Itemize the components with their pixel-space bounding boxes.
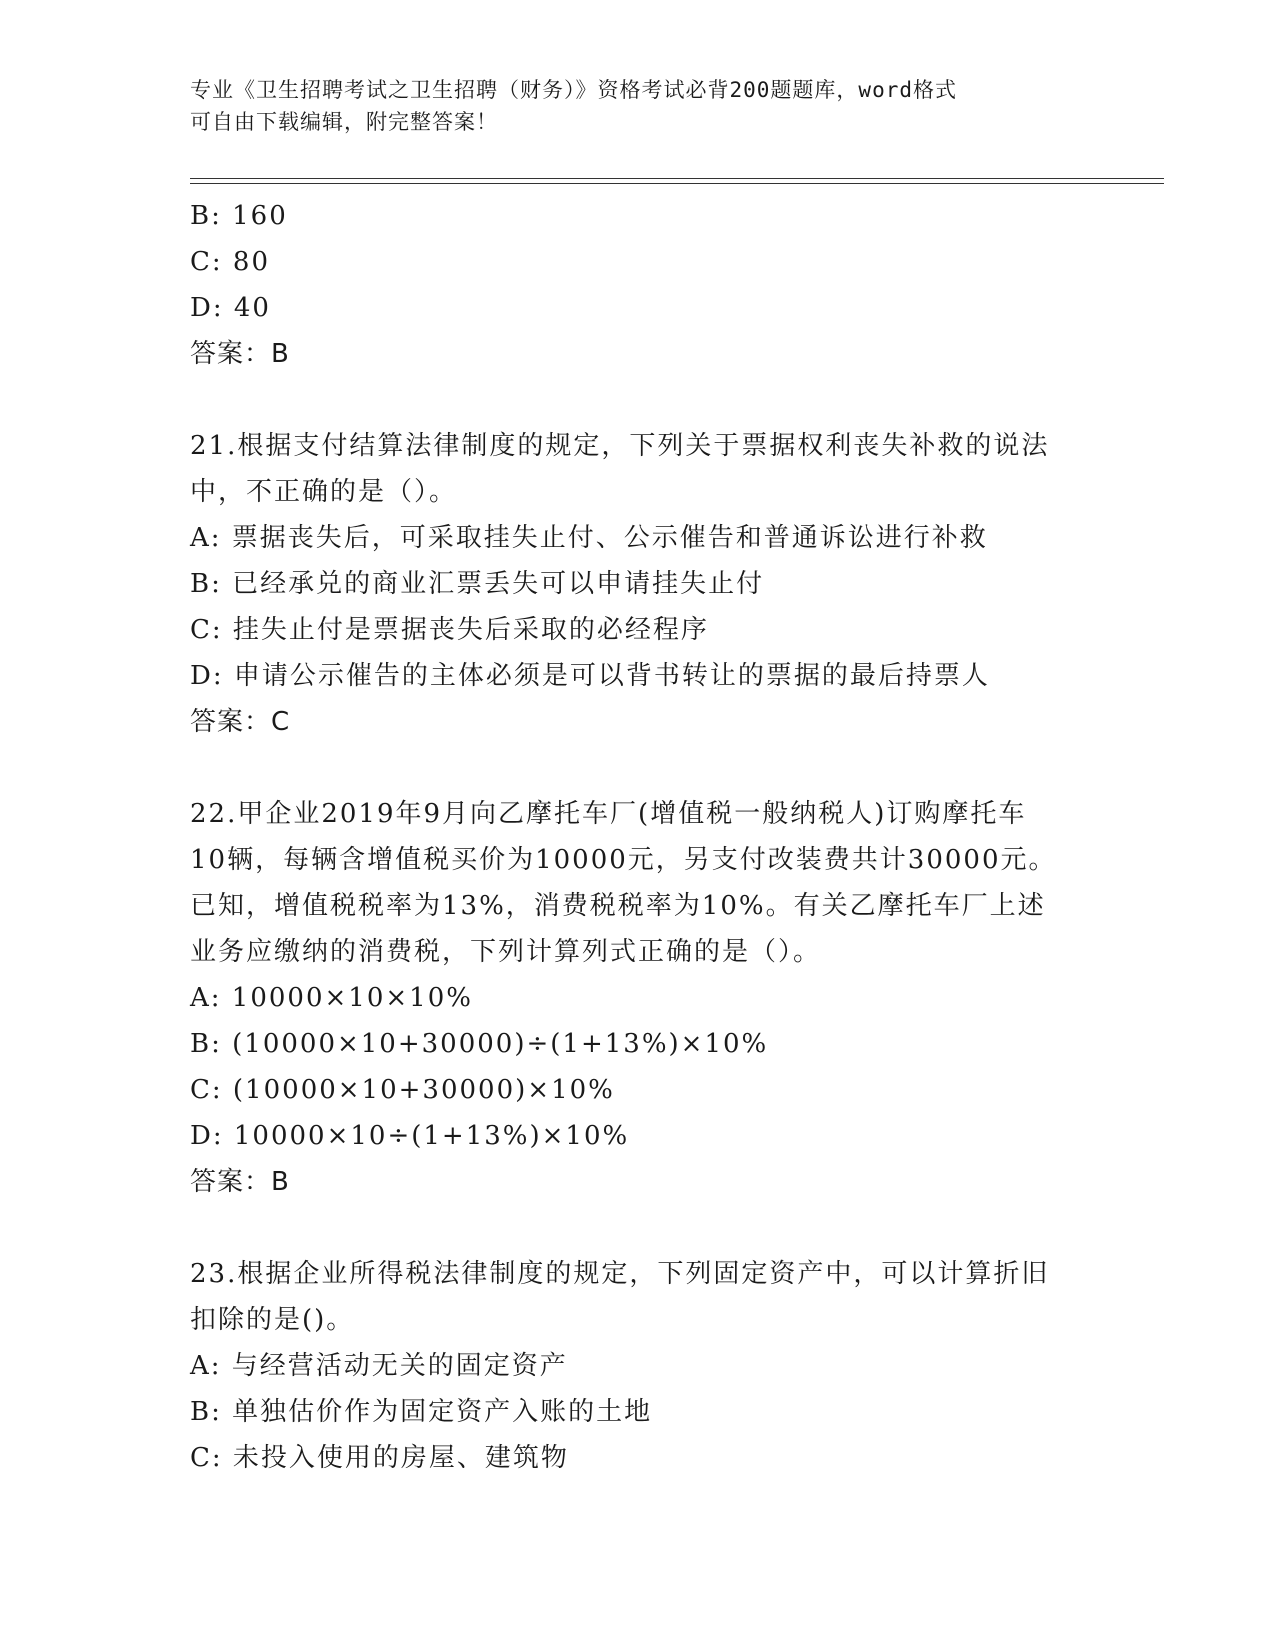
option-a: A: 与经营活动无关的固定资产 — [190, 1351, 568, 1381]
option-b: B: 已经承兑的商业汇票丢失可以申请挂失止付 — [190, 569, 765, 599]
option-d: D: 申请公示催告的主体必须是可以背书转让的票据的最后持票人 — [190, 661, 990, 691]
question-20-tail — [190, 193, 1090, 377]
option-c: C: 挂失止付是票据丧失后采取的必经程序 — [190, 615, 709, 645]
spacer — [190, 1205, 1090, 1251]
question-stem: 22.甲企业2019年9月向乙摩托车厂(增值税一般纳税人)订购摩托车 — [190, 799, 1027, 829]
answer: 答案：B — [190, 1167, 290, 1197]
question-21 — [190, 423, 1090, 745]
option-d: D: 10000×10÷(1+13%)×10% — [190, 1121, 630, 1151]
spacer — [190, 377, 1090, 423]
document-body — [190, 193, 1090, 1481]
option-b: B: (10000×10+30000)÷(1+13%)×10% — [190, 1029, 769, 1059]
header-divider-top — [190, 178, 1164, 179]
question-stem: 10辆，每辆含增值税买价为10000元，另支付改装费共计30000元。 — [190, 845, 1057, 875]
option-a: A: 票据丧失后，可采取挂失止付、公示催告和普通诉讼进行补救 — [190, 523, 988, 553]
header-line-2: 可自由下载编辑，附完整答案！ — [190, 110, 498, 134]
question-stem: 扣除的是()。 — [190, 1305, 355, 1335]
option-c: C: 80 — [190, 247, 271, 277]
option-b: B: 单独估价作为固定资产入账的土地 — [190, 1397, 653, 1427]
question-22 — [190, 791, 1090, 1205]
answer: 答案：C — [190, 707, 291, 737]
answer: 答案：B — [190, 339, 290, 369]
option-a: A: 10000×10×10% — [190, 983, 473, 1013]
option-c: C: 未投入使用的房屋、建筑物 — [190, 1443, 569, 1473]
spacer — [190, 745, 1090, 791]
question-stem: 23.根据企业所得税法律制度的规定，下列固定资产中，可以计算折旧 — [190, 1259, 1050, 1289]
header-divider-bottom — [190, 183, 1164, 184]
question-stem: 已知，增值税税率为13%，消费税税率为10%。有关乙摩托车厂上述 — [190, 891, 1046, 921]
header-line-1: 专业《卫生招聘考试之卫生招聘（财务）》资格考试必背200题题库，word格式 — [190, 78, 957, 102]
question-23 — [190, 1251, 1090, 1481]
question-stem: 业务应缴纳的消费税，下列计算列式正确的是（）。 — [190, 937, 822, 967]
option-c: C: (10000×10+30000)×10% — [190, 1075, 615, 1105]
document-header — [190, 74, 1090, 138]
question-stem: 中，不正确的是（）。 — [190, 477, 458, 507]
option-b: B: 160 — [190, 201, 288, 231]
question-stem: 21.根据支付结算法律制度的规定，下列关于票据权利丧失补救的说法 — [190, 431, 1050, 461]
option-d: D: 40 — [190, 293, 271, 323]
